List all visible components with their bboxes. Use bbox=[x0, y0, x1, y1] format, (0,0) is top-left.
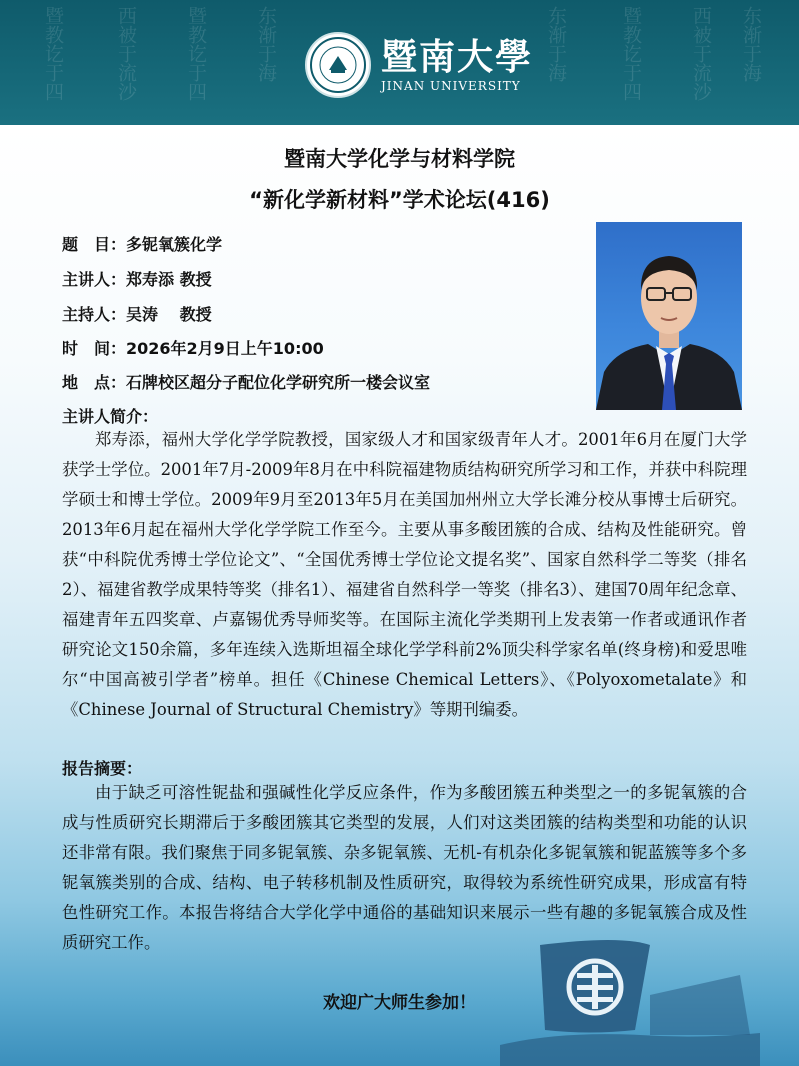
speaker-line: 主讲人：郑寿添 教授 bbox=[62, 270, 212, 289]
background-calligraphy: 东渐于海 bbox=[740, 6, 762, 82]
bio-text: 郑寿添，福州大学化学学院教授，国家级人才和国家级青年人才。2001年6月在厦门大学获学士学位。2001年7月-2009年8月在中科院福建物质结构研究所学习和工作，并获中科院理学硕士和博士学位。2009年9月至2013年5月在美国加州州立大学长滩分校从事博士后研究。2013年6月起在福州大学化学学院工作至今。主要从事多酸团簇的合成、结构及性能研究。曾获“中科院优秀博士学位论文”、“全国优秀博士学位论文提名奖”、国家自然科学二等奖（排名2）、福建省教学成果特等奖（排名1）、福建省自然科学一等奖（排名3）、建国70周年纪念章、福建青年五四奖章、卢嘉锡优秀导师奖等。在国际主流化学类期刊上发表第一作者或通讯作者研究论文150余篇，多年连续入选斯坦福全球化学学科前2%顶尖科学家名单(终身榜)和爱思唯尔“中国高被引学者”榜单。担任《Chinese Chemical Letters》、《Polyoxometalate》和《Chinese Journal of Structural Chemistry》等期刊编委。 bbox=[62, 430, 747, 719]
time-line: 时 间：2026年2月9日上午10:00 bbox=[62, 339, 324, 358]
university-name-cn: 暨南大學 bbox=[381, 36, 534, 78]
university-seal-icon bbox=[305, 32, 371, 98]
topic-line: 题 目：多铌氧簇化学 bbox=[62, 235, 223, 254]
school-title: 暨南大学化学与材料学院 bbox=[284, 147, 515, 171]
header-banner bbox=[0, 0, 799, 125]
forum-title: “新化学新材料”学术论坛(416) bbox=[249, 188, 550, 212]
background-calligraphy: 暨教讫于四 bbox=[185, 6, 207, 101]
speaker-photo bbox=[596, 222, 742, 410]
background-calligraphy: 东渐于海 bbox=[545, 6, 567, 82]
university-name-en: JINAN UNIVERSITY bbox=[381, 79, 521, 93]
host-line: 主持人：吴涛 教授 bbox=[62, 305, 212, 324]
welcome-message: 欢迎广大师生参加！ bbox=[323, 993, 476, 1013]
background-calligraphy: 暨教讫于四 bbox=[42, 6, 64, 101]
background-calligraphy: 西被于流沙 bbox=[690, 6, 712, 101]
university-logo bbox=[305, 30, 533, 100]
background-calligraphy: 西被于流沙 bbox=[115, 6, 137, 101]
abstract-text: 由于缺乏可溶性铌盐和强碱性化学反应条件，作为多酸团簇五种类型之一的多铌氧簇的合成与性质研究长期滞后于多酸团簇其它类型的发展，人们对这类团簇的结构类型和功能的认识还非常有限。我们聚焦于同多铌氧簇、杂多铌氧簇、无机-有机杂化多铌氧簇和铌蓝簇等多个多铌氧簇类别的合成、结构、电子转移机制及性质研究，取得较为系统性研究成果，形成富有特色性研究工作。本报告将结合大学化学中通俗的基础知识来展示一些有趣的多铌氧簇合成及性质研究工作。 bbox=[62, 783, 747, 952]
bio-heading: 主讲人简介： bbox=[62, 407, 159, 426]
background-calligraphy: 东渐于海 bbox=[255, 6, 277, 82]
abstract-heading: 报告摘要： bbox=[62, 759, 143, 778]
location-line: 地 点：石牌校区超分子配位化学研究所一楼会议室 bbox=[62, 373, 431, 392]
background-calligraphy: 暨教讫于四 bbox=[620, 6, 642, 101]
